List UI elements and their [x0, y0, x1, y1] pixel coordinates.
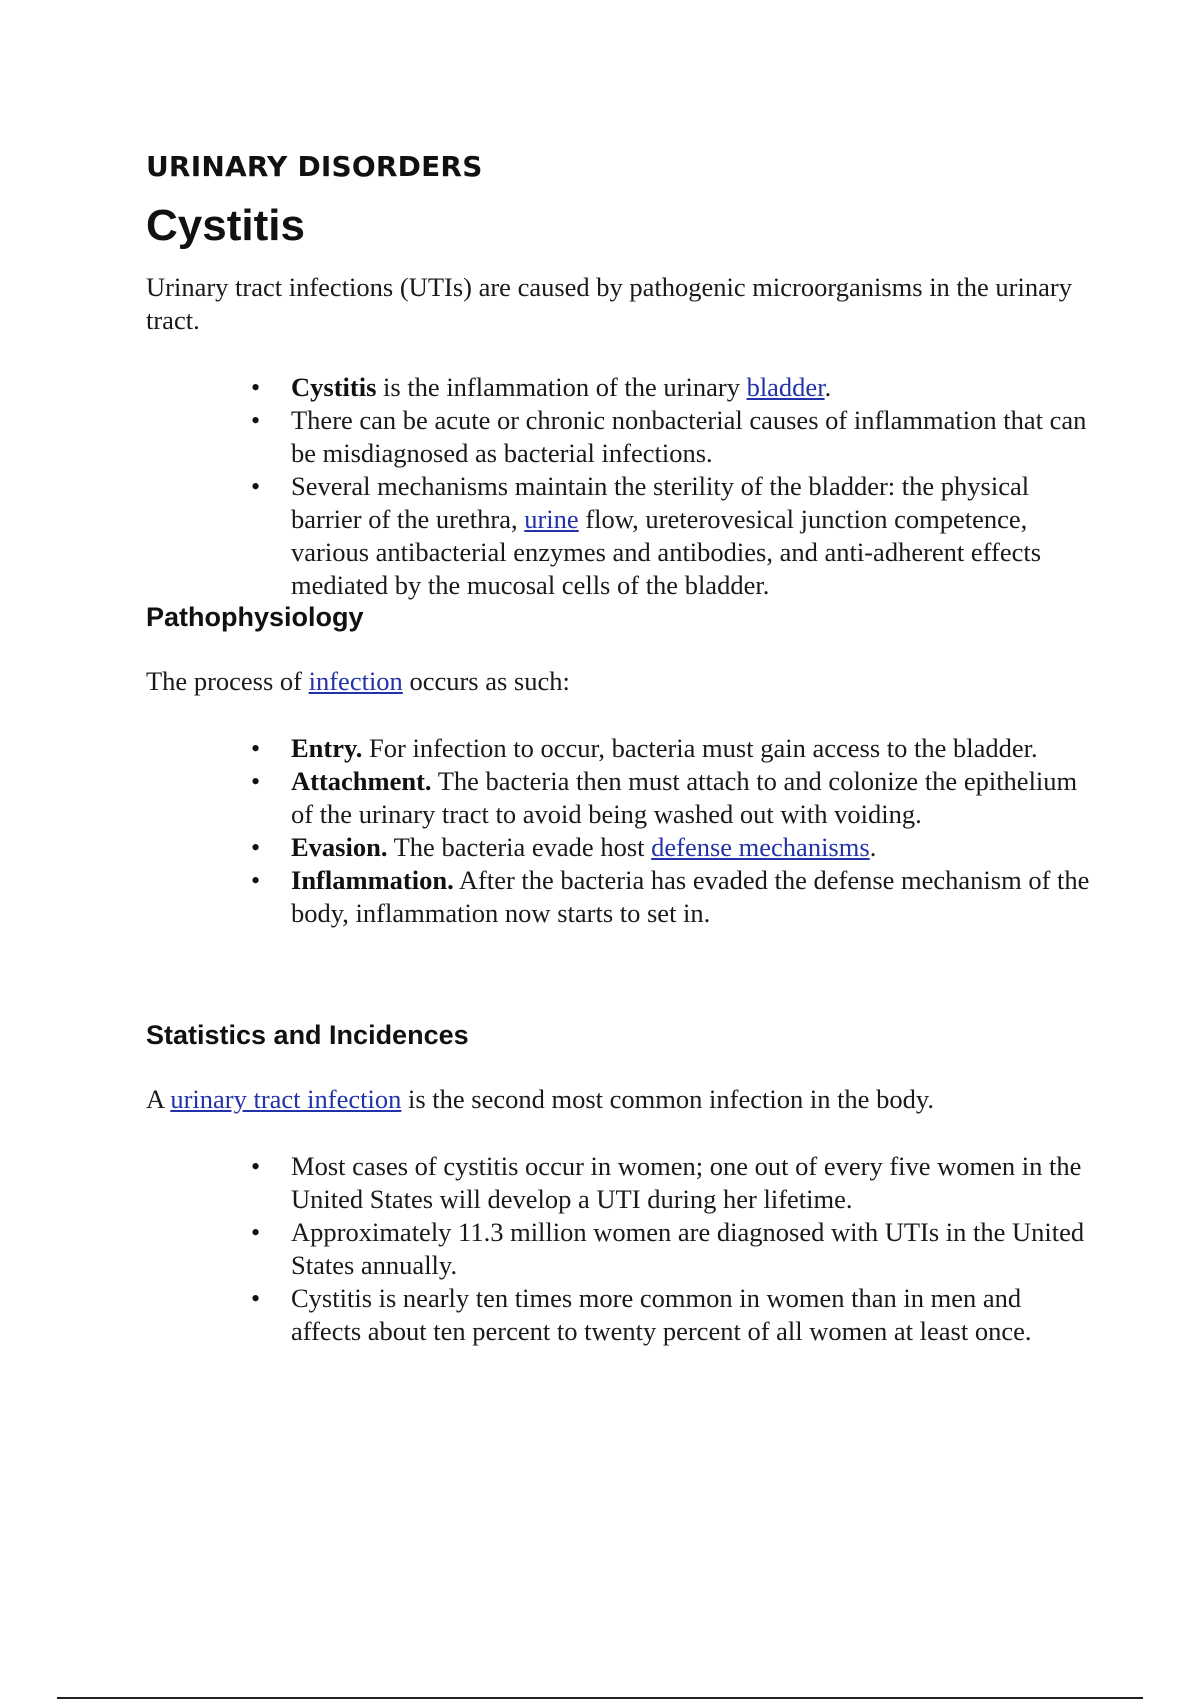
statistics-heading: Statistics and Incidences [146, 1020, 469, 1050]
pathophysiology-bullet-list [146, 732, 1096, 930]
list-item: • Cystitis is the inflammation of the urinary bladder. [291, 371, 1096, 404]
infection-link[interactable]: infection [308, 666, 403, 696]
bladder-link[interactable]: bladder [746, 372, 825, 402]
list-item: • Most cases of cystitis occur in women; one out of every five women in the United States will develop a UTI during her lifetime. [291, 1150, 1096, 1216]
pathophysiology-intro: The process of infection occurs as such: [146, 666, 570, 696]
section-label: URINARY DISORDERS [146, 150, 483, 183]
list-item: • Inflammation. After the bacteria has evaded the defense mechanism of the body, inflammation now starts to set in. [291, 864, 1096, 930]
statistics-bullet-list [146, 1150, 1096, 1348]
statistics-intro: A urinary tract infection is the second most common infection in the body. [146, 1084, 934, 1114]
list-item: • Entry. For infection to occur, bacteria must gain access to the bladder. [291, 732, 1096, 765]
list-item: • Evasion. The bacteria evade host defense mechanisms. [291, 831, 1096, 864]
defense-mechanisms-link[interactable]: defense mechanisms [651, 832, 870, 862]
pathophysiology-heading: Pathophysiology [146, 602, 364, 632]
urinary-tract-infection-link[interactable]: urinary tract infection [170, 1084, 402, 1114]
list-item: • There can be acute or chronic nonbacterial causes of inflammation that can be misdiagnosed as bacterial infections. [291, 404, 1096, 470]
document-content [146, 150, 1096, 1348]
list-item: • Attachment. The bacteria then must attach to and colonize the epithelium of the urinary tract to avoid being washed out with voiding. [291, 765, 1096, 831]
list-item: • Approximately 11.3 million women are diagnosed with UTIs in the United States annually. [291, 1216, 1096, 1282]
cystitis-bullet-list [146, 371, 1096, 602]
intro-paragraph: Urinary tract infections (UTIs) are caused by pathogenic microorganisms in the urinary tract. [146, 272, 1072, 335]
bold-term: Cystitis [291, 372, 377, 402]
page-title: Cystitis [146, 201, 305, 250]
list-item: • Cystitis is nearly ten times more common in women than in men and affects about ten percent to twenty percent of all women at least once. [291, 1282, 1096, 1348]
list-item: • Several mechanisms maintain the sterility of the bladder: the physical barrier of the urethra, urine flow, ureterovesical junction competence, various antibacterial enzymes and antibodies, and anti-adherent effects mediated by the mucosal cells of the bladder. [291, 470, 1096, 602]
urine-link[interactable]: urine [524, 504, 579, 534]
footer-divider [57, 1697, 1143, 1699]
